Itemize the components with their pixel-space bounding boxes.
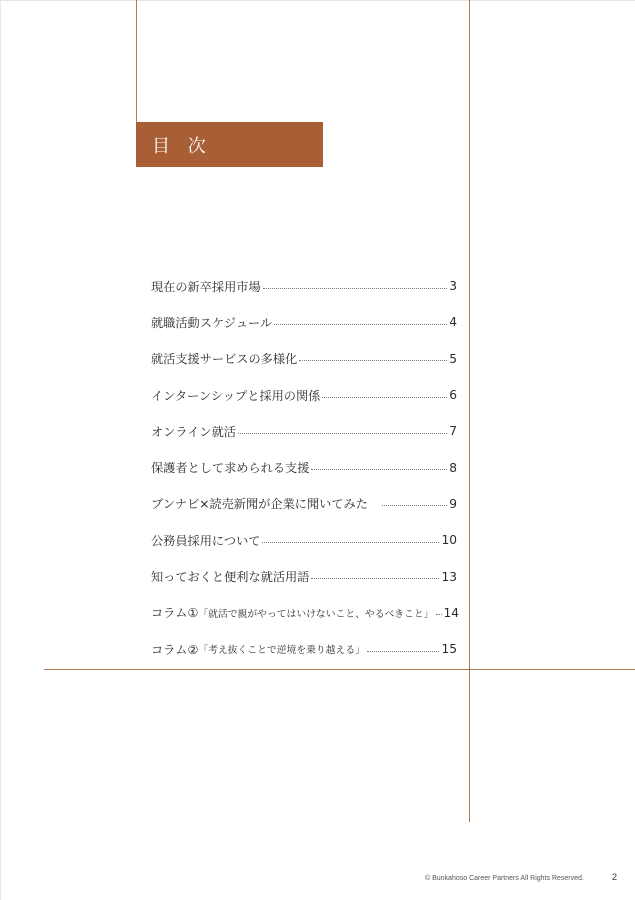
toc-leader-dots bbox=[322, 397, 447, 398]
toc-entry-page: 8 bbox=[449, 460, 457, 475]
toc-entry-subtitle: 「就活で親がやってはいけないこと、やるべきこと」 bbox=[198, 608, 434, 620]
toc-entry-label: ブンナビ×読売新聞が企業に聞いてみた bbox=[151, 497, 368, 512]
toc-entry[interactable] bbox=[151, 377, 457, 413]
decorative-vertical-rule-right bbox=[469, 0, 470, 822]
toc-entry[interactable] bbox=[151, 449, 457, 485]
toc-entry-page: 13 bbox=[441, 569, 457, 584]
page-border-left bbox=[0, 0, 1, 900]
toc-entry-label: 就活支援サービスの多様化 bbox=[151, 352, 298, 367]
toc-leader-dots bbox=[299, 360, 447, 361]
page-border-top bbox=[0, 0, 635, 1]
toc-leader-dots bbox=[382, 505, 447, 506]
toc-entry-page: 9 bbox=[449, 496, 457, 511]
toc-entry-label: 知っておくと便利な就活用語 bbox=[151, 570, 310, 585]
toc-leader-dots bbox=[274, 324, 447, 325]
toc-leader-dots bbox=[311, 469, 447, 470]
toc-entry[interactable] bbox=[151, 558, 457, 594]
toc-entry-page: 15 bbox=[441, 642, 457, 657]
toc-entry-page: 10 bbox=[441, 533, 457, 548]
toc-entry[interactable] bbox=[151, 595, 460, 631]
toc-entry-page: 5 bbox=[449, 351, 457, 366]
toc-entry-label: 現在の新卒採用市場 bbox=[151, 279, 261, 294]
toc-leader-dots bbox=[238, 433, 447, 434]
decorative-vertical-rule-left bbox=[136, 0, 137, 123]
toc-leader-dots bbox=[367, 651, 440, 652]
toc-leader-dots bbox=[263, 288, 448, 289]
toc-title: 目 次 bbox=[152, 135, 212, 157]
toc-entry-label: 保護者として求められる支援 bbox=[151, 461, 310, 476]
toc-entry-label: コラム② bbox=[151, 642, 199, 657]
toc-leader-dots bbox=[436, 614, 442, 615]
toc-entry-label: コラム① bbox=[151, 606, 199, 621]
toc-entry-page: 4 bbox=[449, 315, 457, 330]
toc-entry[interactable] bbox=[151, 631, 457, 667]
toc-entry[interactable] bbox=[151, 522, 457, 558]
toc-entry[interactable] bbox=[151, 304, 457, 340]
toc-entry[interactable] bbox=[151, 413, 457, 449]
toc-entry-page: 6 bbox=[449, 388, 457, 403]
toc-entry-label: 就職活動スケジュール bbox=[151, 315, 273, 330]
toc-leader-dots bbox=[311, 578, 439, 579]
toc-leader-dots bbox=[262, 542, 439, 543]
toc-entry-label: オンライン就活 bbox=[151, 424, 236, 439]
toc-entry[interactable] bbox=[151, 486, 457, 522]
table-of-contents bbox=[151, 268, 460, 667]
toc-title-banner bbox=[136, 122, 323, 167]
toc-entry-label: 公務員採用について bbox=[151, 533, 261, 548]
copyright-footer: © Bunkahoso Career Partners All Rights Reserved. bbox=[425, 875, 584, 882]
toc-entry-label: インターンシップと採用の関係 bbox=[151, 388, 321, 403]
toc-entry[interactable] bbox=[151, 341, 457, 377]
decorative-horizontal-rule bbox=[44, 669, 635, 670]
toc-entry-page: 14 bbox=[443, 605, 460, 620]
toc-entry-subtitle: 「考え抜くことで逆境を乗り越える」 bbox=[198, 645, 365, 657]
page-number: 2 bbox=[612, 872, 618, 882]
toc-entry-page: 3 bbox=[449, 279, 457, 294]
toc-entry-page: 7 bbox=[449, 424, 457, 439]
toc-entry[interactable] bbox=[151, 268, 457, 304]
